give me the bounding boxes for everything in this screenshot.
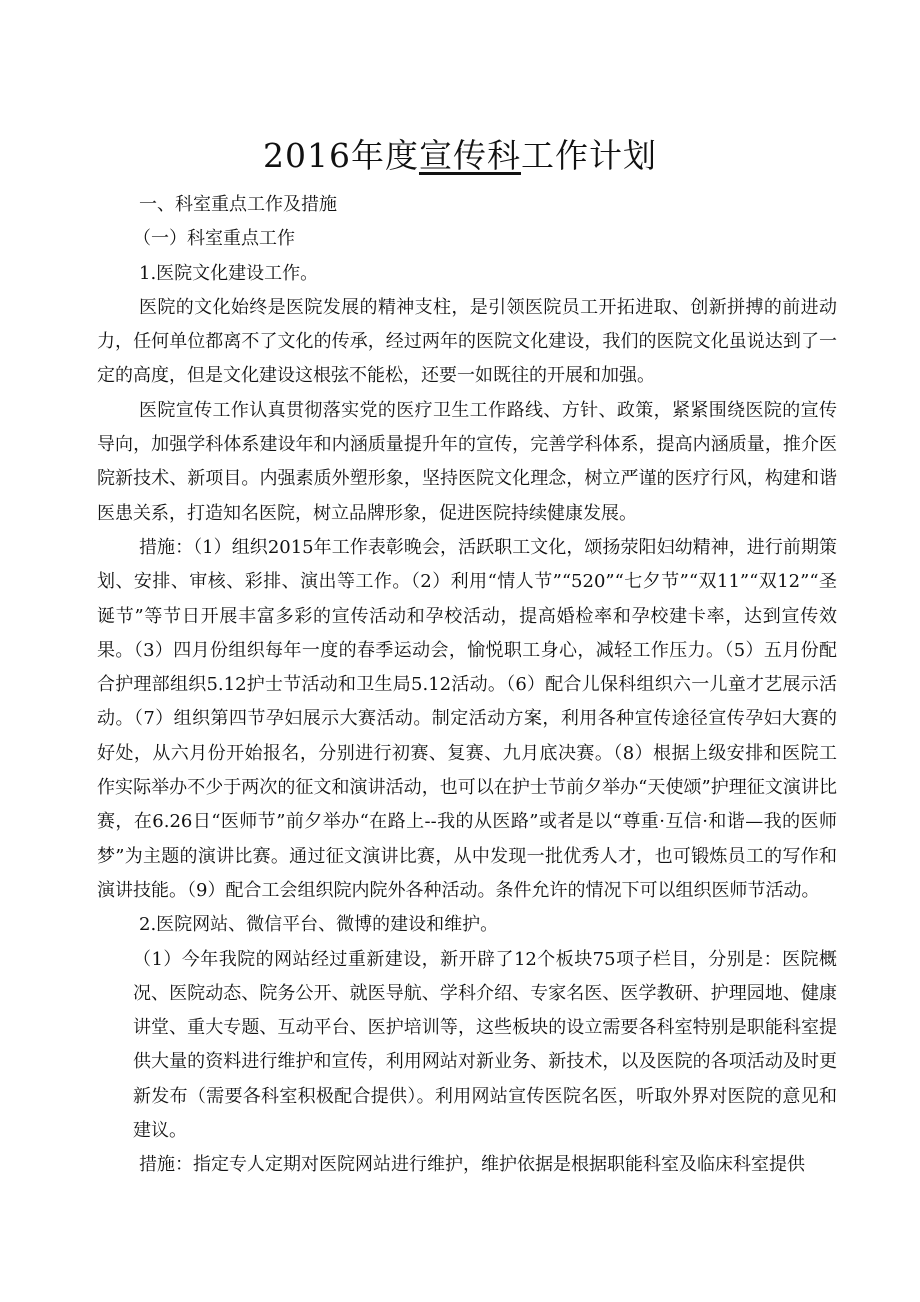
- document-title: [0, 134, 920, 178]
- title-underlined-department: 宣传科: [418, 136, 521, 176]
- paragraph-culture: 医院的文化始终是医院发展的精神支柱，是引领医院员工开拓进取、创新拼搏的前进动力，任何单位都离不了文化的传承，经过两年的医院文化建设，我们的医院文化虽说达到了一定的高度，但是文化建设这根弦不能松，还要一如既往的开展和加强。: [97, 296, 837, 387]
- item-heading-culture: 1.医院文化建设工作。: [139, 262, 319, 284]
- paragraph-website-measures: 措施：指定专人定期对医院网站进行维护，维护依据是根据职能科室及临床科室提供: [139, 1154, 805, 1176]
- subsection-heading: （一）科室重点工作: [133, 228, 295, 250]
- section-heading: 一、科室重点工作及措施: [139, 194, 337, 215]
- document-body: [97, 188, 837, 1183]
- paragraph-publicity: 医院宣传工作认真贯彻落实党的医疗卫生工作路线、方针、政策，紧紧围绕医院的宣传导向，加强学科体系建设年和内涵质量提升年的宣传，完善学科体系，提高内涵质量，推介医院新技术、新项目。内强素质外塑形象，坚持医院文化理念，树立严谨的医疗行风，构建和谐医患关系，打造知名医院，树立品牌形象，促进医院持续健康发展。: [97, 399, 837, 524]
- paragraph-website: （1）今年我院的网站经过重新建设，新开辟了12个板块75项子栏目，分别是：医院概况、医院动态、院务公开、就医导航、学科介绍、专家名医、医学教研、护理园地、健康讲堂、重大专题、互动平台、医护培训等，这些板块的设立需要各科室特别是职能科室提供大量的资料进行维护和宣传，利用网站对新业务、新技术，以及医院的各项活动及时更新发布（需要各科室积极配合提供）。利用网站宣传医院名医，听取外界对医院的意见和建议。: [133, 948, 837, 1142]
- title-suffix: 工作计划: [520, 136, 657, 176]
- item-heading-website: 2.医院网站、微信平台、微博的建设和维护。: [139, 914, 499, 936]
- paragraph-measures: 措施：（1）组织2015年工作表彰晚会，活跃职工文化，颂扬荥阳妇幼精神，进行前期策划、安排、审核、彩排、演出等工作。（2）利用“情人节”“520”“七夕节”“双11”“双12”“圣诞节”等节日开展丰富多彩的宣传活动和孕校活动，提高婚检率和孕校建卡率，达到宣传效果。（3）四月份组织每年一度的春季运动会，愉悦职工身心，减轻工作压力。（5）五月份配合护理部组织5.12护士节活动和卫生局5.12活动。（6）配合儿保科组织六一儿童才艺展示活动。（7）组织第四节孕妇展示大赛活动。制定活动方案，利用各种宣传途径宣传孕妇大赛的好处，从六月份开始报名，分别进行初赛、复赛、九月底决赛。（8）根据上级安排和医院工作实际举办不少于两次的征文和演讲活动，也可以在护士节前夕举办“天使颂”护理征文演讲比赛，在6.26日“医师节”前夕举办“在路上--我的从医路”或者是以“尊重·互信·和谐—我的医师梦”为主题的演讲比赛。通过征文演讲比赛，从中发现一批优秀人才，也可锻炼员工的写作和演讲技能。（9）配合工会组织院内院外各种活动。条件允许的情况下可以组织医师节活动。: [97, 536, 837, 901]
- title-prefix: 2016年度: [263, 136, 419, 176]
